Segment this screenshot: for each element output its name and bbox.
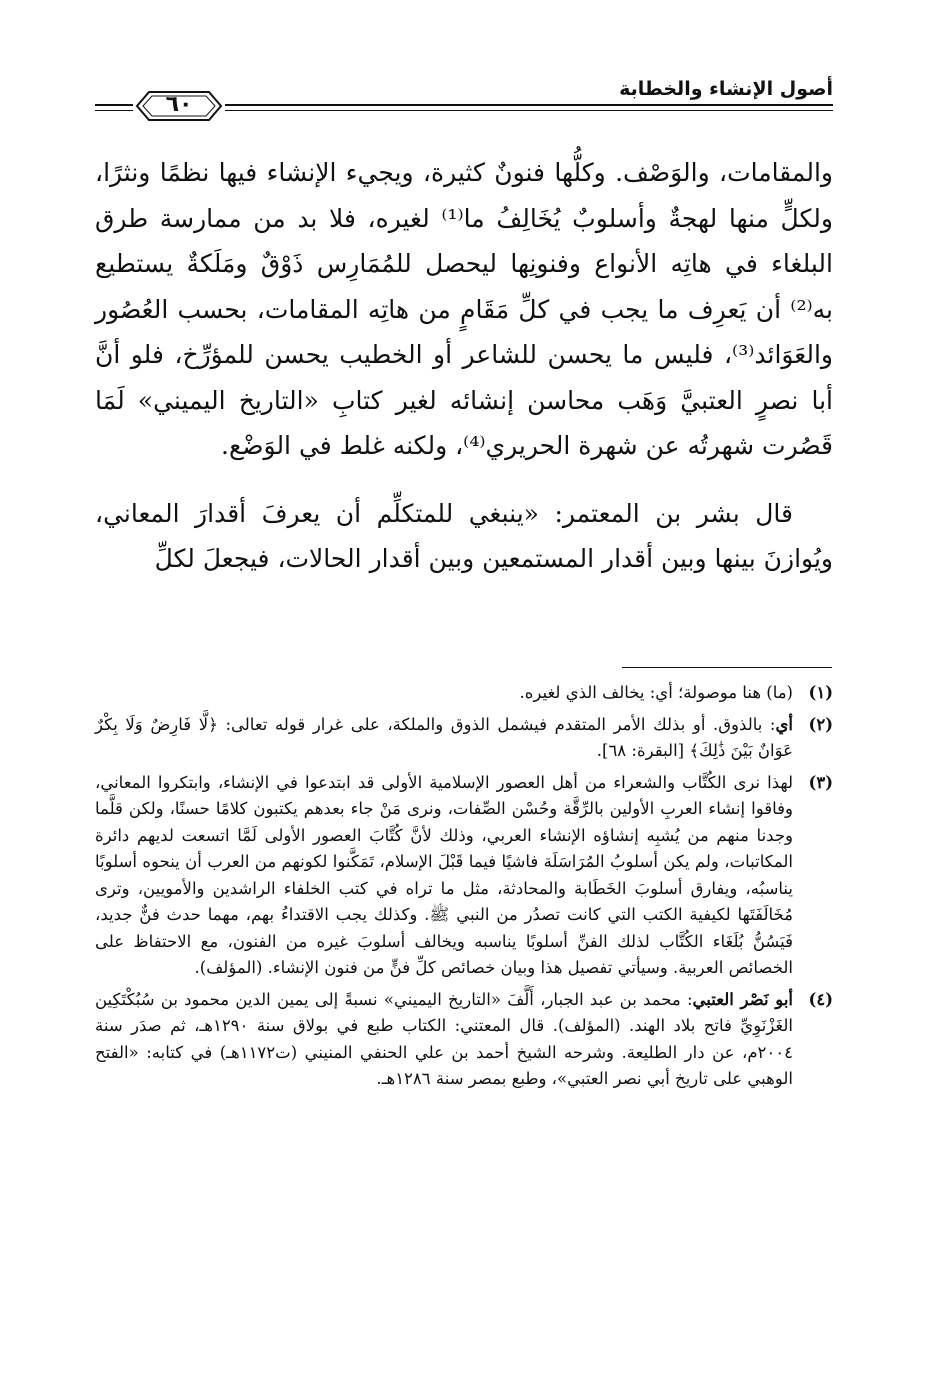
footnote-text: [95, 712, 793, 765]
footnote-4: [95, 987, 833, 1093]
footnote-separator: [622, 667, 832, 668]
footnote-body: (ما) هنا موصولة؛ أي: يخالف الذي لغيره.: [519, 683, 793, 702]
page-number-ornament: [133, 86, 225, 126]
footnote-body: : محمد بن عبد الجبار، أَلَّفَ «التاريخ اليميني» نسبةً إلى يمين الدين محمود بن سُبُكْتَكِين الغَزْنَوِيِّ فاتح بلاد الهند. (المؤلف). قال المعتني: الكتاب طبع في بولاق سنة ١٢٩٠هـ، ثم صدَر سنة ٢٠٠٤م، عن دار الطليعة. وشرحه الشيخ أحمد بن علي الحنفي المنيني (ت١١٧٢هـ) في كتابه: «الفتح الوهبي على تاريخ أبي نصر العتبي»، وطبع بمصر سنة ١٢٨٦هـ.: [95, 989, 793, 1088]
footnote-text: [95, 770, 793, 982]
footnote-number: (٤): [808, 989, 833, 1009]
footnote-number: (٣): [808, 772, 833, 792]
footnote-body: لهذا نرى الكُتَّاب والشعراء من أهل العصور الإسلامية الأولى قد ابتدعوا في الإنشاء، وابتكروا المعاني، وفاقوا إنشاء العربِ الأولين بالرِّقَّة وحُسْن الصِّفات، ونرى مَنْ جاء بعدهم يكتبون كلامًا حسنًا، ولكن قلَّما وجدنا منهم من يُشبِه إنشاؤه الإنشاء العربي، وذلك لأنَّ كُتَّابَ العصور الأولى لَمَّا اتسعت لديهم دائرة المكاتبات، ولم يكن أسلوبُ المُرَاسَلَة فاشيًا فيما قَبْلَ الإسلام، تَمَكَّنوا لكونهم من العرب أن ينحوه أسلوبًا يناسبُه، ويفارق أسلوبَ الخَطَابة والمحادثة، مثل ما تراه في كتب الخلفاء الراشدين والأمويين، وترى مُخَالَفَتَها لكيفية الكتب التي كانت تصدُر من النبي ﷺ. وكذلك يجب الاقتداءُ بهم، مهما حدث فنٌّ جديد، فَيَسُنُّ بُلَغَاء الكُتَّاب لذلك الفنِّ أسلوبًا يناسبه ويخالف أسلوبَ غيره من الفنون، مع الاحتفاظ على الخصائص العربية. وسيأتي تفصيل هذا وبيان خصائص كلِّ فنٍّ من فنون الإنشاء. (المؤلف).: [95, 772, 793, 977]
footnote-lead: أبو نَصْر العتبي: [692, 989, 793, 1009]
footnote-number: (١): [808, 683, 833, 702]
body-paragraph-1: والمقامات، والوَصْف. وكلُّها فنونٌ كثيرة، ويجيء الإنشاء فيها نظمًا ونثرًا، ولكلٍّ منها لهجةٌ وأسلوبٌ يُخَالِفُ ما⁽¹⁾ لغيره، فلا بد من ممارسة طرق البلغاء في هاتِه الأنواع وفنونِها ليحصل للمُمَارِس ذَوْقٌ ومَلَكةٌ يستطيع به⁽²⁾ أن يَعرِف ما يجب في كلِّ مَقَامٍ من هاتِه المقامات، بحسب العُصُور والعَوَائد⁽³⁾، فليس ما يحسن للشاعر أو الخطيب يحسن للمؤرِّخ، فلو أنَّ أبا نصرٍ العتبيَّ وَهَب محاسن إنشائه لغير كتابِ «التاريخ اليميني» لَمَا قَصُرت شهرتُه عن شهرة الحريري⁽⁴⁾، ولكنه غلط في الوَضْع.: [95, 158, 833, 460]
footnote-number: (٢): [808, 714, 833, 734]
running-title: أصول الإنشاء والخطابة: [619, 78, 833, 100]
body-paragraph-2: قال بشر بن المعتمر: «ينبغي للمتكلِّم أن يعرفَ أقدارَ المعاني، ويُوازنَ بينها وبين أقدار المستمعين وبين أقدار الحالات، فيجعلَ لكلِّ: [95, 498, 833, 573]
main-text: [95, 150, 833, 582]
footnote-3: [95, 770, 833, 982]
footnote-2: [95, 712, 833, 765]
footnote-text: [95, 987, 793, 1093]
page-number: ٦٠: [165, 92, 193, 117]
footnote-body: : بالذوق. أو بذلك الأمر المتقدم فيشمل الذوق والملكة، على غرار قوله تعالى: ﴿لَّا فَارِضٌ وَلَا بِكْرٌ عَوَانٌ بَيْنَ ذَٰلِكَ﴾ [البقرة: ٦٨].: [95, 714, 793, 760]
footnotes: [95, 680, 833, 1098]
footnote-text: [95, 680, 793, 707]
page-header: [95, 72, 833, 124]
footnote-lead: أي: [775, 714, 793, 734]
footnote-1: [95, 680, 833, 707]
